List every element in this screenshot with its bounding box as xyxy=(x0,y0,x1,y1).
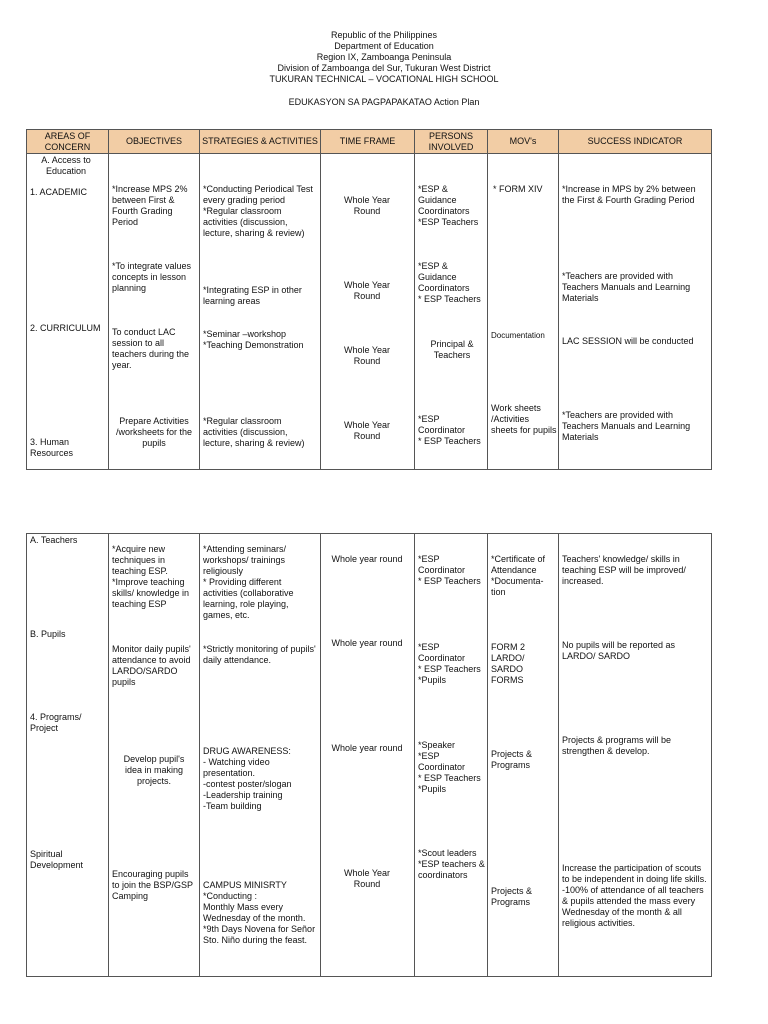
areas-cell xyxy=(27,534,109,977)
strategy-text: DRUG AWARENESS: - Watching video presentation. -contest poster/slogan -Leadership training -Team building xyxy=(203,746,292,811)
area-text: 4. Programs/ Project xyxy=(30,712,82,733)
area-text: A. Teachers xyxy=(30,535,78,545)
area-text: 1. ACADEMIC xyxy=(30,187,88,197)
movs-cell xyxy=(488,154,559,470)
column-header: PERSONS INVOLVED xyxy=(415,130,488,154)
objectives-cell xyxy=(109,154,200,470)
persons-text: *ESP Coordinator * ESP Teachers xyxy=(418,414,481,446)
objective-text: Monitor daily pupils' attendance to avoid LARDO/SARDO pupils xyxy=(112,644,191,687)
objective-text: *Acquire new techniques in teaching ESP. *Improve teaching skills/ knowledge in teaching ESP xyxy=(112,544,190,609)
mov-text: Documentation xyxy=(491,331,545,340)
success-text: *Increase in MPS by 2% between the First & Fourth Grading Period xyxy=(562,184,696,205)
objective-text: *Increase MPS 2% between First & Fourth Grading Period xyxy=(112,184,188,227)
area-text: Spiritual Development xyxy=(30,849,84,870)
strategy-text: *Conducting Periodical Test every grading period *Regular classroom activities (discussion, lecture, sharing & review) xyxy=(203,184,313,238)
persons-text: *ESP Coordinator * ESP Teachers xyxy=(418,554,481,586)
column-header: STRATEGIES & ACTIVITIES xyxy=(200,130,321,154)
mov-text: Work sheets /Activities sheets for pupils xyxy=(491,403,557,435)
success-text: No pupils will be reported as LARDO/ SARDO xyxy=(562,640,676,661)
persons-text: *ESP Coordinator * ESP Teachers *Pupils xyxy=(418,642,481,685)
persons-cell xyxy=(415,154,488,470)
header-line: Division of Zamboanga del Sur, Tukuran West District xyxy=(277,63,491,73)
timeframe-text: Whole Year Round xyxy=(343,868,391,889)
success-text: *Teachers are provided with Teachers Manuals and Learning Materials xyxy=(562,271,691,303)
area-text: 3. Human Resources xyxy=(30,437,74,458)
success-text: Increase the participation of scouts to be independent in doing life skills. -100% of attendance of all teachers & pupils attended the mass every Wednesday of the month & all religious activities. xyxy=(562,863,707,928)
table-row xyxy=(27,154,712,470)
timeframe-text: Whole year round xyxy=(331,554,403,564)
strategies-cell xyxy=(200,534,321,977)
objective-text: Develop pupil's idea in making projects. xyxy=(123,754,185,786)
plan-title: EDUKASYON SA PAGPAPAKATAO Action Plan xyxy=(288,97,480,107)
objectives-cell xyxy=(109,534,200,977)
area-text: B. Pupils xyxy=(30,629,66,639)
area-text: 2. CURRICULUM xyxy=(30,323,101,333)
persons-text: *ESP & Guidance Coordinators *ESP Teachers xyxy=(418,184,479,227)
timeframe-text: Whole Year Round xyxy=(343,195,391,216)
persons-text: Principal & Teachers xyxy=(430,339,474,360)
success-text: *Teachers are provided with Teachers Manuals and Learning Materials xyxy=(562,410,691,442)
column-header: OBJECTIVES xyxy=(109,130,200,154)
header-line: Republic of the Philippines xyxy=(330,30,438,40)
success-text: Teachers' knowledge/ skills in teaching ESP will be improved/ increased. xyxy=(562,554,686,586)
strategy-text: *Attending seminars/ workshops/ trainings religiously * Providing different activities (collaborative learning, role playing, games, etc. xyxy=(203,544,294,620)
movs-cell xyxy=(488,534,559,977)
persons-cell xyxy=(415,534,488,977)
timeframe-text: Whole year round xyxy=(331,638,403,648)
success-cell xyxy=(559,154,712,470)
column-header: SUCCESS INDICATOR xyxy=(559,130,712,154)
objective-text: Encouraging pupils to join the BSP/GSP Camping xyxy=(112,869,193,901)
mov-text: * FORM XIV xyxy=(493,184,543,194)
strategy-text: *Integrating ESP in other learning areas xyxy=(203,285,302,306)
persons-text: *Scout leaders *ESP teachers & coordinators xyxy=(418,848,485,880)
objective-text: *To integrate values concepts in lesson planning xyxy=(112,261,192,293)
document-header xyxy=(0,30,768,85)
strategies-cell xyxy=(200,154,321,470)
column-header: AREAS OF CONCERN xyxy=(27,130,109,154)
success-cell xyxy=(559,534,712,977)
timeframe-text: Whole Year Round xyxy=(343,420,391,441)
areas-cell xyxy=(27,154,109,470)
header-line: Department of Education xyxy=(334,41,434,51)
column-header: MOV's xyxy=(488,130,559,154)
area-text: A. Access to Education xyxy=(41,155,91,176)
persons-text: *ESP & Guidance Coordinators * ESP Teachers xyxy=(418,261,481,304)
action-plan-table-2 xyxy=(26,533,712,977)
school-name: TUKURAN TECHNICAL – VOCATIONAL HIGH SCHOOL xyxy=(269,74,499,84)
timeframe-text: Whole Year Round xyxy=(343,280,391,301)
objective-text: Prepare Activities /worksheets for the pupils xyxy=(115,416,193,448)
mov-text: FORM 2 LARDO/ SARDO FORMS xyxy=(491,642,526,685)
success-text: LAC SESSION will be conducted xyxy=(562,336,694,346)
strategy-text: *Seminar –workshop *Teaching Demonstration xyxy=(203,329,304,350)
column-header: TIME FRAME xyxy=(321,130,415,154)
strategy-text: *Strictly monitoring of pupils' daily attendance. xyxy=(203,644,316,665)
strategy-text: CAMPUS MINISRTY *Conducting : Monthly Mass every Wednesday of the month. *9th Days Novena for Señor Sto. Niño during the feast. xyxy=(203,880,316,945)
table-row xyxy=(27,534,712,977)
timeframe-cell xyxy=(321,154,415,470)
objective-text: To conduct LAC session to all teachers during the year. xyxy=(112,327,190,370)
strategy-text: *Regular classroom activities (discussion, lecture, sharing & review) xyxy=(203,416,305,448)
mov-text: Projects & Programs xyxy=(491,749,533,770)
persons-text: *Speaker *ESP Coordinator * ESP Teachers *Pupils xyxy=(418,740,481,794)
timeframe-text: Whole year round xyxy=(331,743,403,753)
success-text: Projects & programs will be strengthen & develop. xyxy=(562,735,672,756)
mov-text: *Certificate of Attendance *Documenta-tion xyxy=(491,554,546,597)
timeframe-cell xyxy=(321,534,415,977)
action-plan-table-1 xyxy=(26,129,712,470)
mov-text: Projects & Programs xyxy=(491,886,533,907)
table-header-row xyxy=(27,130,712,154)
timeframe-text: Whole Year Round xyxy=(343,345,391,366)
header-line: Region IX, Zamboanga Peninsula xyxy=(316,52,452,62)
